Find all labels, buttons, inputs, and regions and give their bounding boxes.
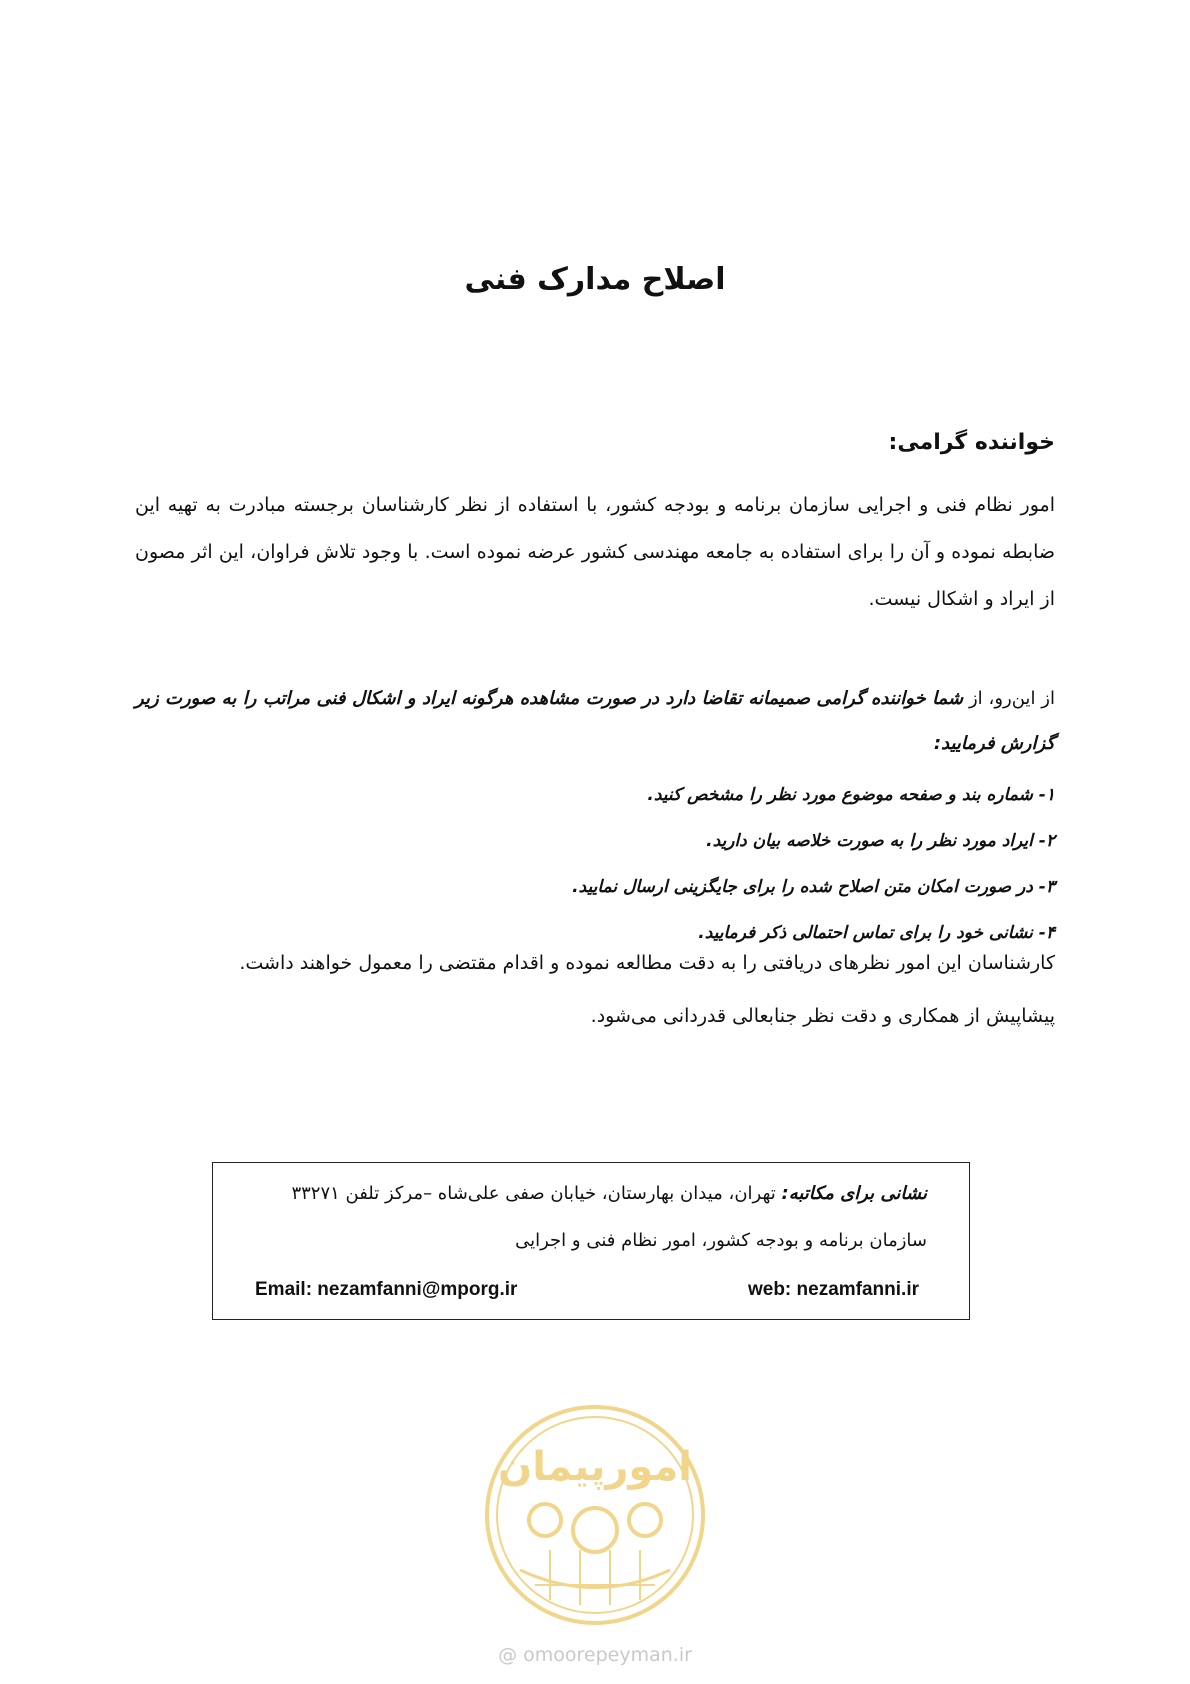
contact-box xyxy=(212,1162,970,1320)
contact-email: Email: nezamfanni@mporg.ir xyxy=(255,1279,518,1300)
closing-sentence-2: پیشاپیش از همکاری و دقت نظر جنابعالی قدردانی می‌شود. xyxy=(590,1005,1055,1027)
closing-sentence-1: کارشناسان این امور نظرهای دریافتی را به دقت مطالعه نموده و اقدام مقتضی را معمول خواهند داشت. xyxy=(239,952,1055,974)
contact-label: نشانی برای مکاتبه: xyxy=(781,1183,927,1204)
watermark-seal-icon xyxy=(480,1400,710,1630)
list-item: ۳- در صورت امکان متن اصلاح شده را برای جایگزینی ارسال نمایید. xyxy=(572,877,1055,897)
request-emphasis: شما خواننده گرامی صمیمانه تقاضا دارد در صورت مشاهده هرگونه ایراد و اشکال فنی مراتب را به صورت زیر گزارش فرمایید: xyxy=(135,688,1055,754)
contact-website: web: nezamfanni.ir xyxy=(747,1279,919,1300)
list-item: ۴- نشانی خود را برای تماس احتمالی ذکر فرمایید. xyxy=(698,923,1055,943)
list-item: ۱- شماره بند و صفحه موضوع مورد نظر را مشخص کنید. xyxy=(647,785,1055,805)
request-prefix: از این‌رو، از xyxy=(963,688,1056,709)
contact-address-line xyxy=(227,1183,927,1204)
request-paragraph xyxy=(135,676,1055,766)
contact-address: تهران، میدان بهارستان، خیابان صفی علی‌شاه –مرکز تلفن ۳۳۲۷۱ xyxy=(291,1183,782,1204)
instructions-list xyxy=(135,772,1055,956)
watermark-site: @ omoorepeyman.ir xyxy=(498,1644,692,1666)
greeting-heading: خواننده گرامی: xyxy=(888,430,1055,455)
seal-logo-text: امورپیمان xyxy=(498,1444,692,1490)
list-item: ۲- ایراد مورد نظر را به صورت خلاصه بیان دارید. xyxy=(706,831,1055,851)
watermark-site-text: omoorepeyman.ir xyxy=(523,1644,692,1666)
contact-organization: سازمان برنامه و بودجه کشور، امور نظام فنی و اجرایی xyxy=(515,1230,927,1251)
intro-paragraph: امور نظام فنی و اجرایی سازمان برنامه و بودجه کشور، با استفاده از نظر کارشناسان برجسته مبادرت به تهیه این ضابطه نموده و آن را برای استفاده به جامعه مهندسی کشور عرضه نموده است. با وجود تلاش فراوان، این اثر مصون از ایراد و اشکال نیست. xyxy=(135,494,1055,610)
page-title: اصلاح مدارک فنی xyxy=(464,262,726,297)
